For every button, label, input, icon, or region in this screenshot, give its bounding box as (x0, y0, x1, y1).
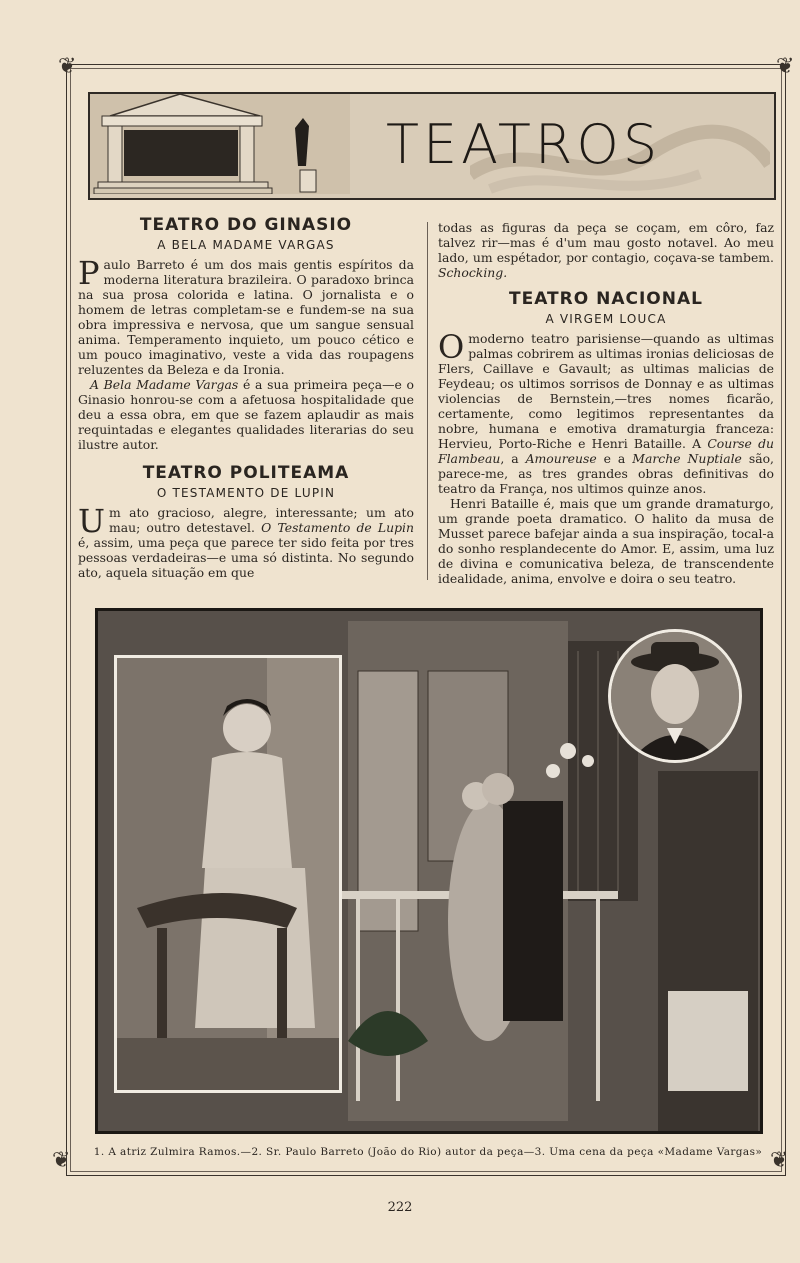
play-title: O Testamento de Lupin (261, 520, 414, 535)
section-subtitle-nacional: A VIRGEM LOUCA (545, 312, 667, 326)
author-illustration (611, 632, 739, 760)
section-title-nacional: TEATRO NACIONAL (509, 289, 703, 309)
paragraph (78, 254, 414, 377)
section-title-politeama: TEATRO POLITEAMA (142, 463, 350, 483)
paragraph-text: todas as figuras da peça se coçam, em côro, faz talvez rir—mas é d'um mau gosto notavel. Ao meu lado, um espétador, por contagio, coçava-se tambem. (438, 220, 774, 265)
page-title: TEATROS (386, 112, 662, 176)
play-title: Marche Nuptiale (632, 451, 742, 466)
paragraph-text: são, parece-me, as tres grandes obras definitivas do teatro da França, nos ultimos quinze anos. (438, 451, 774, 496)
drop-cap: P (78, 254, 100, 292)
page-number: 222 (387, 1200, 413, 1215)
paragraph (438, 220, 774, 280)
paragraph: Henri Bataille é, mais que um grande dramaturgo, um grande poeta dramatico. O halito da musa de Musset parece bafejar ainda a sua inspiração, tocal-a do sonho resplandecente do Amor. E, assim, uma luz de divina e comunicativa beleza, de transcendente idealidade, anima, envolve e doira o seu teatro. (438, 496, 774, 586)
drop-cap: U (78, 502, 105, 540)
drop-cap: O (438, 328, 465, 366)
paragraph-text: e a (596, 451, 633, 466)
corner-ornament: ❦ (58, 54, 77, 79)
temple-illustration (90, 94, 350, 194)
section-subtitle-ginasio: A BELA MADAME VARGAS (157, 238, 335, 252)
paragraph-text: , a (500, 451, 526, 466)
author-portrait (608, 629, 742, 763)
photo-caption: 1. A atriz Zulmira Ramos.—2. Sr. Paulo Barreto (João do Rio) autor da peça—3. Uma cena da peça «Madame Vargas» (93, 1146, 763, 1158)
paragraph (438, 328, 774, 496)
paragraph (78, 502, 414, 580)
section-title-ginasio: TEATRO DO GINASIO (139, 215, 353, 235)
paragraph-text: é a sua primeira peça—e o Ginasio honrou-se com a afetuosa hospitalidade que deu a essa obra, em que se fazem aplaudir as mais requintadas e elegantes qualidades literarias do seu ilustre autor. (78, 377, 415, 452)
corner-ornament: ❦ (52, 1148, 71, 1173)
corner-ornament: ❦ (776, 54, 795, 79)
paragraph-text: é, assim, uma peça que parece ter sido feita por tres pessoas verdadeiras—e uma só distinta. No segundo ato, aquela situação em que (78, 535, 414, 580)
play-title: Amoureuse (525, 451, 597, 466)
paragraph (78, 377, 414, 452)
column-divider (427, 222, 428, 580)
paragraph-text: moderno teatro parisiense—quando as ultimas palmas cobrirem as ultimas ironias deliciosas de Flers, Caillave e Gavault; as ultimas malicias de Feydeau; os ultimos sorrisos de Donnay e as ultimas violencias de Bernstein,—tres nomes ficarão, certamente, como legitimos representantes da nobre, humana e emotiva dramaturgia franceza: Hervieu, Porto-Riche e Henri Bataille. A (438, 331, 774, 451)
actress-illustration (117, 658, 339, 1090)
section-subtitle-politeama: O TESTAMENTO DE LUPIN (156, 486, 336, 500)
play-title: Course du Flambeau (438, 436, 774, 466)
play-title: A Bela Madame Vargas (90, 377, 239, 392)
header-banner (88, 92, 776, 200)
italic-word: Schocking. (438, 265, 508, 280)
left-column (78, 214, 414, 580)
corner-ornament: ❦ (770, 1148, 789, 1173)
photo-composite (95, 608, 763, 1134)
paragraph-text: aulo Barreto é um dos mais gentis espíritos da moderna literatura brazileira. O paradoxo brinca na sua prosa colorida e latina. O jornalista e o homem de letras completam-se e fundem-se na sua obra impressiva e nervosa, que um sangue sensual anima. Temperamento inquieto, um pouco cético e um pouco imaginativo, veste a vida das roupagens reluzentes da Beleza e da Ironia. (78, 257, 414, 377)
paragraph-text: m ato gracioso, alegre, interessante; um ato mau; outro detestavel. (108, 505, 414, 535)
right-column (438, 220, 774, 586)
actress-photo (114, 655, 342, 1093)
